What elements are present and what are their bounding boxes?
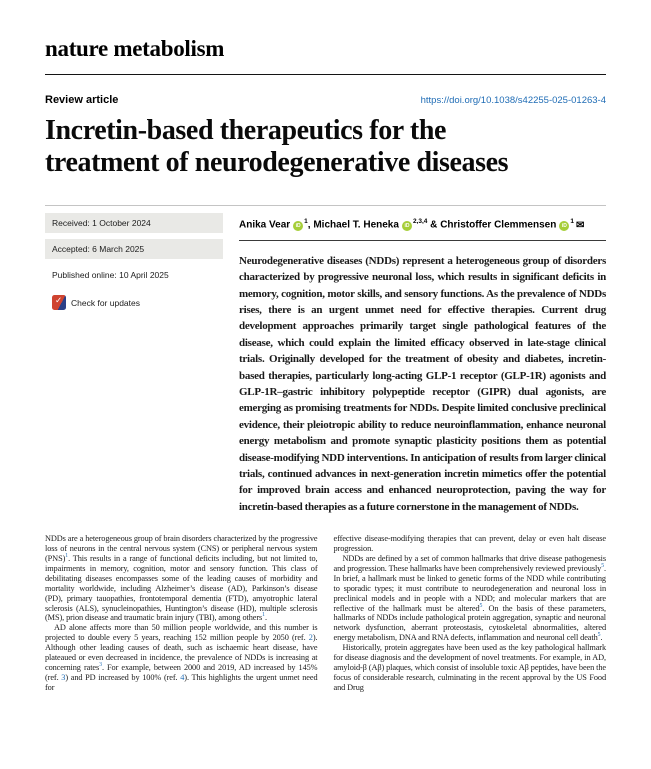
article-title-line2: treatment of neurodegenerative diseases bbox=[45, 147, 509, 179]
reference-link[interactable]: 5 bbox=[601, 563, 605, 570]
check-for-updates-label: Check for updates bbox=[71, 297, 140, 308]
abstract-text: Neurodegenerative diseases (NDDs) represent a heterogeneous group of disorders characterized by progressive neuronal loss, which results in significant deficits in memory, cognition, motor skills, and sensory functions. As the prevalence of NDDs rises, there is an urgent unmet need for effective therapies. Current drug development approaches primarily target single pathological features of the disease, which could explain the limited efficacy observed in late-stage clinical trials. Originally developed for the treatment of obesity and diabetes, incretin-based therapies, particularly long-acting GLP-1 receptor (GLP-1R) agonists and GLP-1R–gastric inhibitory polypeptide receptor (GIPR) dual agonists, are emerging as promising treatments for NDDs. Despite limited conclusive preclinical evidence, their pleiotropic ability to reduce neuroinflammation, enhance neuronal energy metabolism and promote synaptic plasticity positions them as potential disease-modifying NDD interventions. In anticipation of results from larger clinical trials, continued advances in next-generation incretin mimetics offer the potential for improved brain access and enhanced neuroprotection, paving the way for incretin-based therapies as a future cornerstone in the management of NDDs. bbox=[239, 254, 606, 513]
header-rule bbox=[45, 74, 606, 75]
body-paragraph: AD alone affects more than 50 million people worldwide, and this number is projected to double every 5 years, reaching 152 million people by 2050 (ref. 2). Although other leading causes of death, such as ischaemic heart disease, have plateaued or even decreased in incidence, the prevalence of NDDs is increasing at concerning rates$^3$. For example, between 2000 and 2019, AD increased by 145% (ref. 3) and PD increased by 100% (ref. 4). This highlights the urgent unmet need for bbox=[45, 623, 318, 692]
journal-logo: nature metabolism bbox=[45, 36, 225, 61]
reference-link[interactable]: 1 bbox=[262, 612, 265, 619]
author-list: Anika Vear iD$^1$, Michael T. Heneka iD$^{2,3,4}$ & Christoffer Clemmensen iD$^1$ ✉ bbox=[239, 218, 585, 231]
reference-link[interactable]: 3 bbox=[61, 672, 66, 682]
metadata-section bbox=[45, 213, 606, 515]
check-for-updates-button[interactable] bbox=[45, 295, 223, 310]
affiliation-superscript: 2,3,4 bbox=[412, 218, 428, 226]
abstract-section bbox=[239, 213, 606, 515]
body-paragraph: NDDs are a heterogeneous group of brain disorders characterized by the progressive loss of neurons in the central nervous system (CNS) or peripheral nervous system (PNS)$^1$. This results in a range of functional deficits including, but not limited to, impairments in memory, cognition, motor and sensory function. This class of debilitating diseases encompasses some of the leading causes of morbidity and mortality worldwide, including Alzheimer’s disease (AD), Parkinson’s disease (PD), primary tauopathies, frontotemporal dementia (FTD), amyotrophic lateral sclerosis (ALS), synucleinopathies, Huntington’s disease (HD), multiple sclerosis (MS), prion disease and traumatic brain injury (TBI), among others$^1$. bbox=[45, 534, 318, 623]
doi-link[interactable]: https://doi.org/10.1038/s42255-025-01263-4 bbox=[420, 95, 606, 106]
body-column-left bbox=[45, 534, 318, 693]
reference-link[interactable]: 2 bbox=[308, 633, 313, 643]
crossmark-icon bbox=[52, 295, 66, 310]
author-name[interactable]: Christoffer Clemmensen bbox=[440, 219, 557, 231]
authors-rule bbox=[239, 240, 606, 241]
orcid-icon[interactable]: iD bbox=[559, 221, 569, 231]
orcid-icon[interactable]: iD bbox=[293, 221, 303, 231]
affiliation-superscript: 1 bbox=[570, 218, 574, 226]
author-name[interactable]: Anika Vear bbox=[239, 219, 291, 231]
article-body bbox=[45, 534, 606, 693]
author-name[interactable]: Michael T. Heneka bbox=[313, 219, 399, 231]
body-column-right bbox=[334, 534, 607, 693]
body-paragraph: NDDs are defined by a set of common hallmarks that drive disease pathogenesis and progression. These hallmarks have been comprehensively reviewed previously$^5$. In brief, a hallmark must be linked to genetic forms of the NDD while contributing to sporadic types; it must contribute to neurodegeneration and neuronal loss in preclinical models and in people with a NDD; and molecular markers that are reflective of the hallmark must be altered$^5$. On the basis of these parameters, hallmarks of NDDs include pathological protein aggregation, synaptic and neuronal network dysfunction, aberrant proteostasis, cytoskeletal abnormalities, altered energy metabolism, DNA and RNA defects, inflammation and neuronal cell death$^5$. bbox=[333, 554, 606, 643]
article-title-line1: Incretin-based therapeutics for the bbox=[45, 115, 447, 146]
body-paragraph: Historically, protein aggregates have been used as the key pathological hallmark for disease diagnosis and the development of novel treatments. For example, in AD, amyloid-β (Aβ) plaques, which consist of insoluble toxic Aβ peptides, have been the focus of considerable research, culminating in the recent approval by the US Food and Drug bbox=[333, 643, 606, 692]
article-type-label: Review article bbox=[45, 94, 119, 106]
article-meta-row bbox=[45, 94, 606, 106]
journal-header bbox=[45, 36, 606, 62]
corresponding-author-email-icon[interactable]: ✉ bbox=[575, 219, 585, 231]
affiliation-superscript: 1 bbox=[304, 218, 308, 226]
reference-link[interactable]: 4 bbox=[180, 672, 185, 682]
section-rule bbox=[45, 205, 606, 206]
article-title bbox=[45, 115, 606, 179]
article-dates bbox=[45, 213, 223, 515]
reference-link[interactable]: 5 bbox=[597, 632, 601, 639]
orcid-icon[interactable]: iD bbox=[402, 221, 412, 231]
published-date: Published online: 10 April 2025 bbox=[52, 270, 169, 281]
reference-link[interactable]: 5 bbox=[479, 602, 483, 609]
reference-link[interactable]: 1 bbox=[65, 553, 69, 560]
received-date: Received: 1 October 2024 bbox=[45, 213, 223, 233]
accepted-date: Accepted: 6 March 2025 bbox=[45, 239, 223, 259]
body-paragraph: effective disease-modifying therapies that can prevent, delay or even halt disease progression. bbox=[333, 534, 606, 554]
reference-link[interactable]: 3 bbox=[99, 662, 102, 669]
